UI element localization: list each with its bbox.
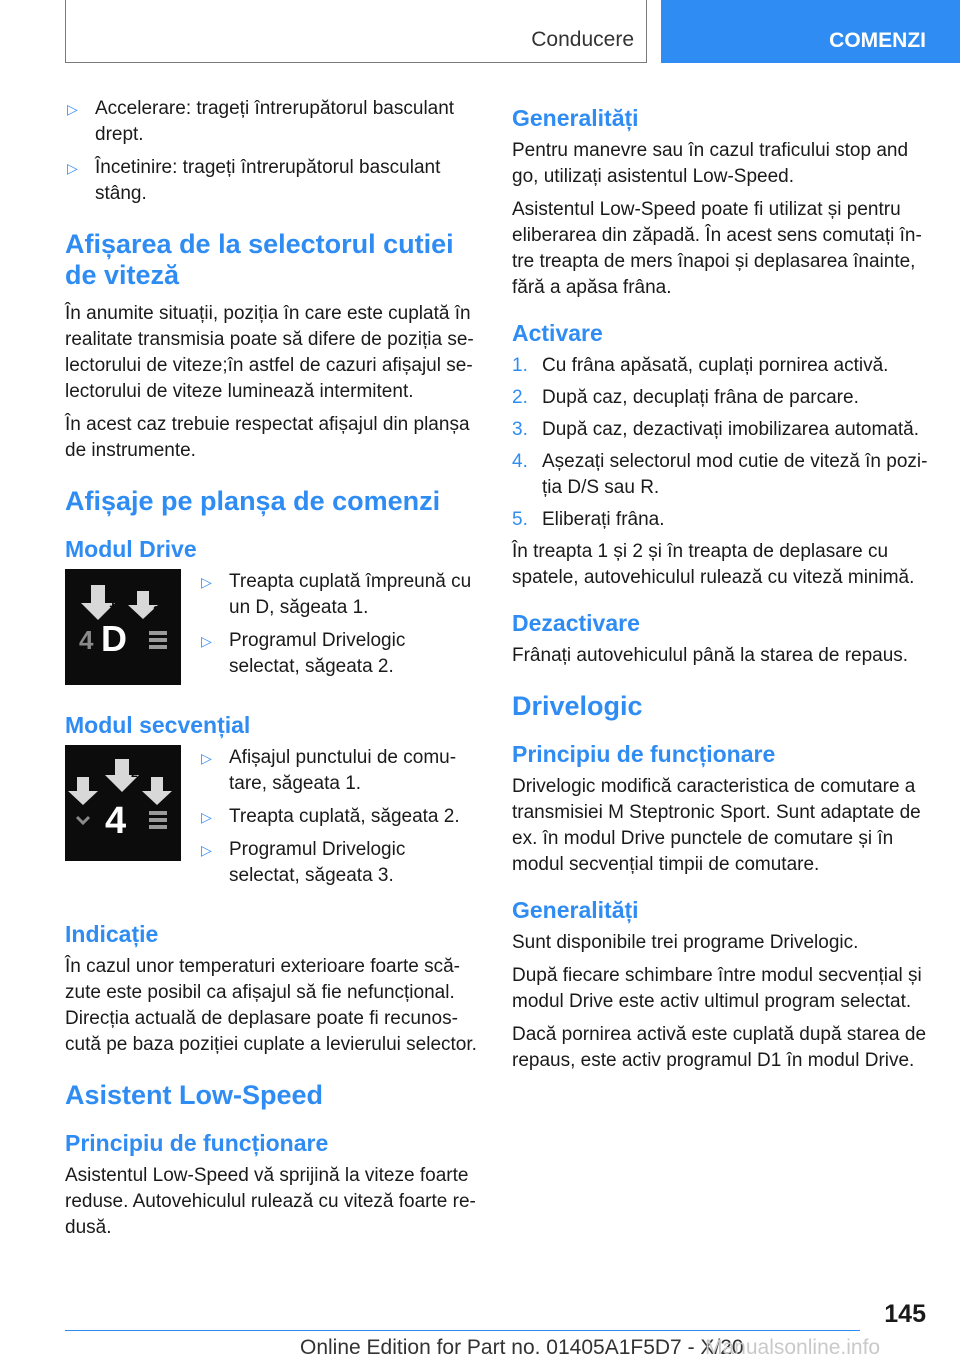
- triangle-bullet-icon: ▷: [67, 160, 78, 176]
- arrow-1-label: 1: [109, 595, 117, 610]
- footer-divider: [65, 1330, 860, 1331]
- triangle-bullet-icon: ▷: [201, 842, 212, 858]
- list-item: 2. După caz, decuplați frâna de parcare.: [512, 387, 859, 408]
- watermark: Manualsonline.info: [705, 1336, 881, 1359]
- left-column: [65, 96, 477, 1248]
- paragraph: Frânați autovehiculul până la starea de repaus.: [512, 645, 909, 666]
- heading-selector-display: Afișarea de la selectorul cutiei de viteză: [65, 229, 454, 290]
- paragraph: După fiecare schimbare între modul secvențial și modul Drive este activ ultimul program selectat.: [512, 965, 922, 1012]
- sequential-mode-display-icon: [65, 745, 181, 861]
- gear-number: 4: [79, 625, 94, 655]
- list-item: ▷ Programul Drivelogic selectat, săgeata 3.: [201, 839, 406, 886]
- drive-bullets: [199, 569, 477, 687]
- drive-letter: D: [101, 618, 127, 659]
- list-item: ▷ Treapta cuplată împreună cu un D, săgeata 1.: [201, 571, 472, 618]
- heading-low-speed: Asistent Low-Speed: [65, 1080, 324, 1110]
- activation-steps: [512, 353, 928, 533]
- page-number: 145: [884, 1300, 926, 1328]
- paragraph: Asistentul Low-Speed vă sprijină la viteze foarte reduse. Autovehiculul rulează cu viteză foarte redusă.: [65, 1165, 476, 1238]
- list-item: 1. Cu frâna apăsată, cuplați pornirea activă.: [512, 355, 889, 376]
- heading-operating-principle: Principiu de funcționare: [65, 1130, 329, 1156]
- heading-drivelogic: Drivelogic: [512, 691, 643, 721]
- paragraph: Sunt disponibile trei programe Drivelogic.: [512, 932, 859, 953]
- list-item: ▷ Programul Drivelogic selectat, săgeata 2.: [201, 630, 406, 677]
- paragraph: În cazul unor temperaturi exterioare foarte scăzute este posibil ca afișajul să fie nefuncțional. Direcția actuală de deplasare poate fi recunoscută pe baza poziției cuplate a levierului selector.: [65, 956, 477, 1055]
- triangle-bullet-icon: ▷: [67, 101, 78, 117]
- list-item: ▷ Accelerare: trageți întrerupătorul basculant drept.: [67, 98, 455, 145]
- bullet-list-top: [65, 96, 477, 207]
- paragraph: Pentru manevre sau în cazul traficului stop and go, utilizați asistentul Low-Speed.: [512, 140, 909, 187]
- sequential-mode-display-image: [65, 745, 181, 861]
- triangle-bullet-icon: ▷: [201, 750, 212, 766]
- right-column: [512, 96, 928, 1081]
- triangle-bullet-icon: ▷: [201, 574, 212, 590]
- paragraph: Drivelogic modifică caracteristica de comutare a transmisiei M Steptronic Sport. Sunt adaptate de ex. în modul Drive punctele de comutare și în modul secvențial timpii de comutare.: [512, 776, 921, 875]
- drive-mode-row: [65, 569, 477, 693]
- drive-mode-display-image: [65, 569, 181, 685]
- heading-sequential-mode: Modul secvențial: [65, 712, 251, 738]
- heading-deactivation: Dezactivare: [512, 610, 640, 636]
- arrow-1-label: 1: [91, 780, 98, 794]
- heading-instrument-displays: Afișaje pe planșa de comenzi: [65, 486, 441, 516]
- list-item: ▷ Încetinire: trageți întrerupătorul basculant stâng.: [67, 157, 441, 204]
- heading-operating-principle: Principiu de funcționare: [512, 741, 776, 767]
- paragraph: În anumite situații, poziția în care este cuplată în realitate transmisia poate să difere de poziția selectorului de viteze;în astfel de cazuri afișajul selectorului de viteze luminează intermitent.: [65, 303, 474, 402]
- paragraph: Asistentul Low-Speed poate fi utilizat și pentru eliberarea din zăpadă. În acest sens comutați între treapta de mers înapoi și deplasarea înainte, fără a apăsa frâna.: [512, 199, 922, 298]
- paragraph: În treapta 1 și 2 și în treapta de deplasare cu spatele, autovehiculul rulează cu viteză minimă.: [512, 541, 915, 588]
- sequential-bullets: [199, 745, 477, 896]
- list-item: ▷ Afișajul punctului de comutare, săgeata 1.: [201, 747, 457, 794]
- list-item: 3. După caz, dezactivați imobilizarea automată.: [512, 419, 920, 440]
- list-item: 4. Așezați selectorul mod cutie de viteză în poziția D/S sau R.: [512, 451, 928, 498]
- heading-note: Indicație: [65, 921, 159, 947]
- section-title: Conducere: [531, 28, 634, 51]
- paragraph: În acest caz trebuie respectat afișajul din planșa de instrumente.: [65, 414, 470, 461]
- heading-drive-mode: Modul Drive: [65, 536, 197, 562]
- sequential-mode-row: [65, 745, 477, 902]
- arrow-2-label: 2: [153, 603, 161, 618]
- list-item: 5. Eliberați frâna.: [512, 509, 665, 530]
- triangle-bullet-icon: ▷: [201, 809, 212, 825]
- heading-general: Generalități: [512, 897, 639, 923]
- drive-mode-display-icon: [65, 569, 181, 685]
- triangle-bullet-icon: ▷: [201, 633, 212, 649]
- gear-number: 4: [105, 800, 127, 842]
- chapter-tab: COMENZI: [661, 0, 960, 63]
- heading-general: Generalități: [512, 105, 639, 131]
- heading-activation: Activare: [512, 320, 603, 346]
- paragraph: Dacă pornirea activă este cuplată după starea de repaus, este activ programul D1 în modul Drive.: [512, 1024, 927, 1071]
- list-item: ▷ Treapta cuplată, săgeata 2.: [199, 804, 477, 830]
- arrow-2-label: 2: [131, 766, 138, 780]
- edition-text: Online Edition for Part no. 01405A1F5D7 - X/20: [300, 1336, 744, 1359]
- arrow-3-label: 3: [165, 780, 172, 794]
